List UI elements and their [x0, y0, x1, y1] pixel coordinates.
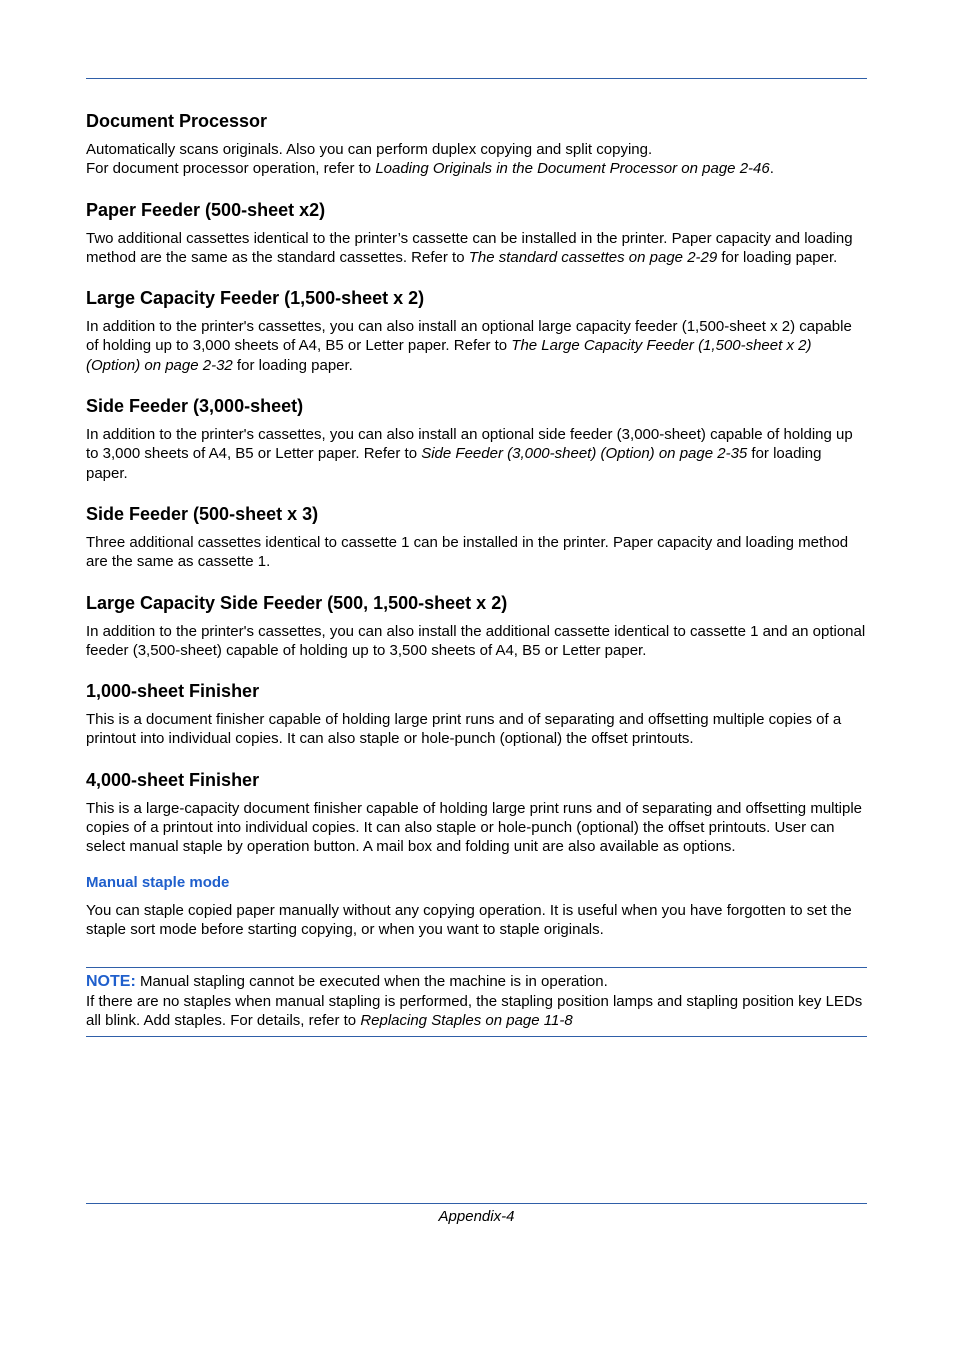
note-label: NOTE: [86, 973, 136, 991]
section-document-processor [86, 110, 867, 179]
text-segment: for loading paper. [86, 445, 822, 482]
section-large-capacity-side-feeder [86, 592, 867, 661]
section-heading: Document Processor [86, 111, 268, 131]
section-text: This is a document finisher capable of holding large print runs and of separating and offsetting multiple copies of a printout into individual copies. It can also staple or hole-punch (optional) the offset printouts. [86, 711, 842, 748]
text-line: Automatically scans originals. Also you can perform duplex copying and split copying. [86, 141, 653, 158]
text-segment: . [769, 160, 774, 178]
note-text [86, 972, 867, 1030]
subsection-heading: Manual staple mode [86, 873, 230, 891]
text-segment: If there are no staples when manual stapling is performed, the stapling position lamps and stapling position key LEDs all blink. Add staples. For details, refer to [86, 992, 863, 1029]
section-heading: 4,000-sheet Finisher [86, 769, 260, 790]
text-segment: In addition to the printer's cassettes, you can also install an optional large capacity feeder (1,500-sheet x 2) capable of holding up to 3,000 sheets of A4, B5 or Letter paper. Refer to [86, 318, 852, 355]
section-side-feeder-3000 [86, 395, 867, 483]
text-segment: Two additional cassettes identical to the printer’s cassette can be installed in the printer. Paper capacity and loading method are the same as the standard cassettes. Refer to [86, 229, 853, 266]
note-box [86, 967, 867, 1037]
section-text: You can staple copied paper manually without any copying operation. It is useful when you have forgotten to set the staple sort mode before starting copying, or when you want to staple originals. [86, 901, 852, 938]
cross-reference: Side Feeder (3,000-sheet) (Option) on page 2-35 [421, 445, 748, 463]
page-number: Appendix-4 [438, 1208, 515, 1225]
cross-reference: The standard cassettes on page 2-29 [468, 248, 718, 266]
section-heading: Side Feeder (500-sheet x 3) [86, 503, 319, 524]
page-content [86, 110, 867, 1037]
section-large-capacity-feeder [86, 287, 867, 375]
section-heading: Large Capacity Feeder (1,500-sheet x 2) [86, 288, 425, 309]
header-rule [86, 78, 867, 79]
cross-reference: Replacing Staples on page 11-8 [360, 1011, 573, 1029]
section-heading: Paper Feeder (500-sheet x2) [86, 199, 326, 220]
section-text: This is a large-capacity document finisher capable of holding large print runs and of separating and offsetting multiple copies of a printout into individual copies. It can also staple or hole-punch (optional) the offset printouts. User can select manual staple by operation button. A mail box and folding unit are also available as options. [86, 799, 863, 856]
cross-reference: The Large Capacity Feeder (1,500-sheet x 2) (Option) on page 2-32 [86, 337, 812, 374]
section-text [86, 317, 867, 375]
section-text [86, 140, 867, 179]
section-heading: Large Capacity Side Feeder (500, 1,500-sheet x 2) [86, 592, 508, 613]
section-1000-sheet-finisher [86, 680, 867, 749]
section-heading: 1,000-sheet Finisher [86, 681, 260, 702]
section-text [86, 229, 867, 268]
footer-rule [86, 1203, 867, 1204]
section-4000-sheet-finisher [86, 769, 867, 857]
text-segment: In addition to the printer's cassettes, you can also install an optional side feeder (3,000-sheet) capable of holding up to 3,000 sheets of A4, B5 or Letter paper. Refer to [86, 426, 853, 463]
text-segment: for loading paper. [717, 248, 838, 266]
text-segment: For document processor operation, refer to [86, 160, 376, 178]
text-segment: Manual stapling cannot be executed when the machine is in operation. [135, 973, 608, 991]
section-manual-staple-mode [86, 873, 867, 940]
cross-reference: Loading Originals in the Document Processor on page 2-46 [375, 160, 770, 178]
text-segment: for loading paper. [232, 356, 353, 374]
section-text: Three additional cassettes identical to cassette 1 can be installed in the printer. Paper capacity and loading method are the same as cassette 1. [86, 533, 849, 571]
section-paper-feeder [86, 199, 867, 268]
section-text [86, 425, 867, 483]
section-heading: Side Feeder (3,000-sheet) [86, 396, 304, 417]
section-text: In addition to the printer's cassettes, you can also install the additional cassette identical to cassette 1 and an optional feeder (3,500-sheet) capable of holding up to 3,500 sheets of A4, B5 or Letter paper. [86, 622, 866, 659]
section-side-feeder-500x3 [86, 503, 867, 572]
